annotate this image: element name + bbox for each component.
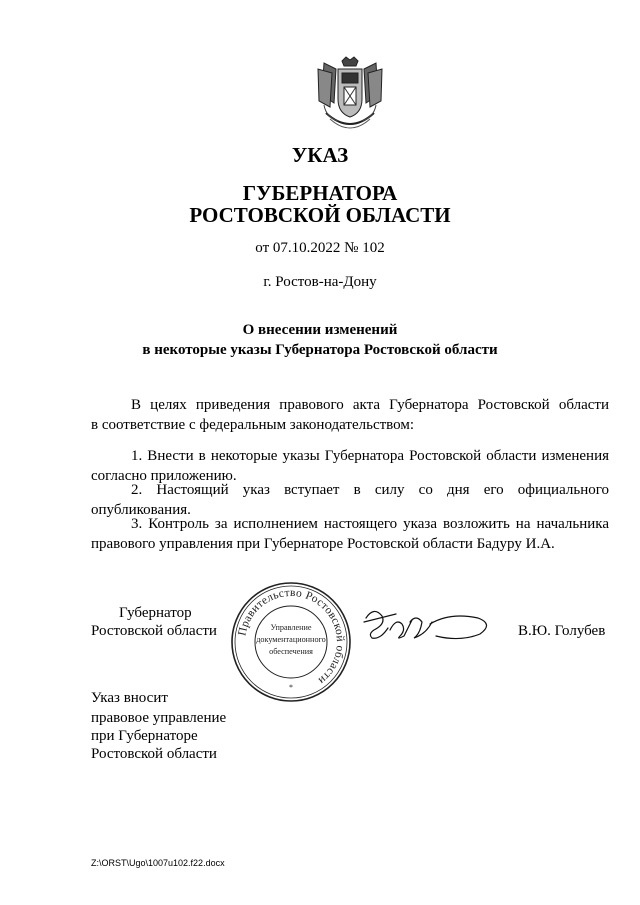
doc-title: УКАЗ (291, 143, 349, 167)
svg-text:*: * (289, 683, 293, 692)
city: г. Ростов-на-Дону (263, 274, 377, 290)
doc-subtitle-line2: РОСТОВСКОЙ ОБЛАСТИ (189, 203, 451, 227)
item-3-line1: 3. Контроль за исполнением настоящего указа возложить на начальника (131, 516, 609, 532)
preamble (91, 395, 609, 435)
item-1-line2: согласно приложению. (91, 468, 237, 484)
file-path-footer: Z:\ORST\Ugo\1007u102.f22.docx (91, 858, 225, 868)
submitted-by-line1: Указ вносит (91, 690, 168, 706)
preamble-line2: в соответствие с федеральным законодательством: (91, 417, 415, 433)
stamp-center-line3: обеспечения (269, 647, 313, 656)
subject-line2: в некоторые указы Губернатора Ростовской области (142, 342, 498, 358)
doc-subtitle-line1: ГУБЕРНАТОРА (242, 181, 398, 205)
stamp-center-line1: Управление (270, 623, 312, 632)
signatory-position-line1: Губернатор (119, 605, 192, 621)
date-number: от 07.10.2022 № 102 (255, 240, 385, 256)
item-1-line1: 1. Внести в некоторые указы Губернатора Ростовской области изменения (131, 448, 609, 464)
signatory-position-line2: Ростовской области (91, 623, 217, 639)
item-3-line2: правового управления при Губернаторе Ростовской области Бадуру И.А. (91, 536, 555, 552)
submitted-by-line3: при Губернаторе (91, 728, 198, 744)
submitted-by-line4: Ростовской области (91, 746, 217, 762)
item-2-line1: 2. Настоящий указ вступает в силу со дня его официального (131, 482, 609, 498)
stamp-ring-text: Правительство Ростовской области (236, 586, 347, 687)
item-3 (91, 514, 609, 554)
submitted-by-line2: правовое управление (91, 710, 227, 726)
coat-of-arms-icon (316, 55, 384, 137)
item-2-line2: опубликования. (91, 502, 191, 518)
subject-line1: О внесении изменений (242, 322, 398, 338)
official-stamp (229, 580, 353, 704)
handwritten-signature (360, 600, 495, 648)
stamp-center-line2: документационного (256, 635, 326, 644)
signatory-name: В.Ю. Голубев (518, 623, 606, 639)
preamble-line1: В целях приведения правового акта Губернатора Ростовской области (131, 397, 609, 413)
